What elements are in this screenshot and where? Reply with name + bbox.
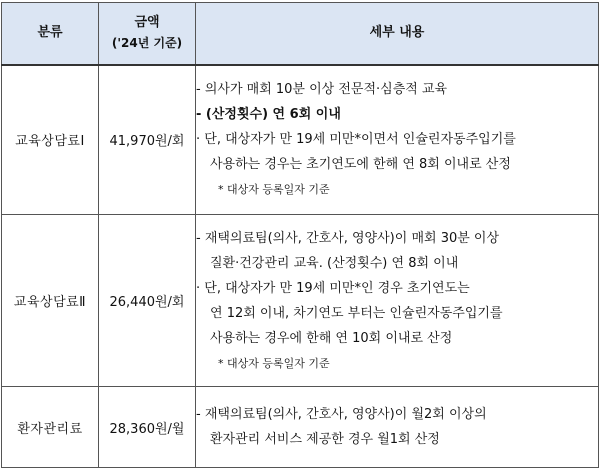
detail-line: - 의사가 매회 10분 이상 전문적·심층적 교육 <box>196 82 448 98</box>
detail-line: - (산정횟수) 연 6회 이내 <box>196 107 341 123</box>
detail-line: - 재택의료팀(의사, 간호사, 영양사)이 매회 30분 이상 <box>196 230 500 246</box>
category-cell: 환자관리료 <box>2 387 99 468</box>
detail-line: · 단, 대상자가 만 19세 미만*이면서 인슐린자동주입기를 <box>196 132 516 148</box>
header-category: 분류 <box>2 3 99 65</box>
table-row <box>2 65 599 215</box>
header-row <box>2 3 599 65</box>
amount-cell: 26,440원/회 <box>99 215 196 387</box>
details-cell <box>196 387 599 468</box>
header-details: 세부 내용 <box>196 3 599 65</box>
detail-footnote: * 대상자 등록일자 기준 <box>218 356 330 370</box>
detail-footnote: * 대상자 등록일자 기준 <box>218 183 330 197</box>
detail-line: - 재택의료팀(의사, 간호사, 영양사)이 월2회 이상의 <box>196 407 487 422</box>
detail-line: · 단, 대상자가 만 19세 미만*인 경우 초기연도는 <box>196 280 470 296</box>
amount-cell: 28,360원/월 <box>99 387 196 468</box>
header-amount <box>99 3 196 65</box>
header-amount-label: 금액 <box>134 15 160 31</box>
detail-line: 연 12회 이내, 차기연도 부터는 인슐린자동주입기를 <box>210 305 503 321</box>
detail-line: 환자관리 서비스 제공한 경우 월1회 산정 <box>210 432 440 447</box>
amount-cell: 41,970원/회 <box>99 65 196 215</box>
table-row <box>2 215 599 387</box>
header-amount-sub: ('24년 기준) <box>111 36 183 51</box>
category-cell: 교육상담료Ⅰ <box>2 65 99 215</box>
detail-line: 질환·건강관리 교육. (산정횟수) 연 8회 이내 <box>210 255 459 271</box>
details-cell <box>196 215 599 387</box>
table-row <box>2 387 599 468</box>
detail-line: 사용하는 경우는 초기연도에 한해 연 8회 이내로 산정 <box>210 157 511 173</box>
fee-table <box>1 2 599 468</box>
details-cell <box>196 65 599 215</box>
category-cell: 교육상담료Ⅱ <box>2 215 99 387</box>
detail-line: 사용하는 경우에 한해 연 10회 이내로 산정 <box>210 330 453 346</box>
